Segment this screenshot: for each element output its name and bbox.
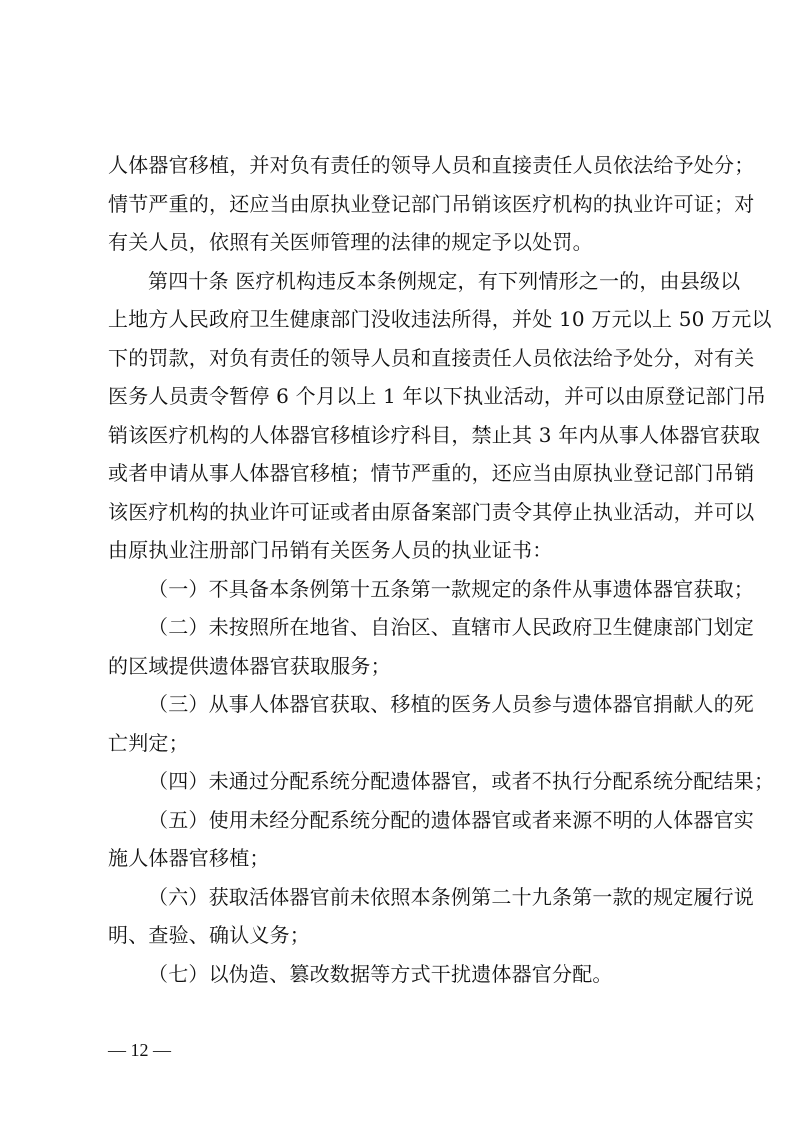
text-line: 由原执业注册部门吊销有关医务人员的执业证书： — [108, 538, 553, 562]
list-item-continuation: 明、查验、确认义务； — [108, 923, 310, 947]
page-number: — 12 — — [108, 1040, 171, 1060]
text-line: 下的罚款，对负有责任的领导人员和直接责任人员依法给予处分，对有关 — [108, 345, 755, 370]
article-40-heading-line: 第四十条 医疗机构违反本条例规定，有下列情形之一的，由县级以 — [148, 268, 741, 293]
text-line: 或者申请从事人体器官移植；情节严重的，还应当由原执业登记部门吊销 — [108, 461, 755, 485]
list-item-continuation: 的区域提供遗体器官获取服务； — [108, 653, 391, 678]
text-line: 上地方人民政府卫生健康部门没收违法所得，并处 10 万元以上 50 万元以 — [108, 307, 772, 331]
list-item: （一）不具备本条例第十五条第一款规定的条件从事遗体器官获取； — [148, 576, 754, 601]
list-item: （二）未按照所在地省、自治区、直辖市人民政府卫生健康部门划定 — [148, 615, 754, 639]
document-body — [108, 146, 775, 993]
list-item: （三）从事人体器官获取、移植的医务人员参与遗体器官捐献人的死 — [148, 692, 754, 716]
text-line: 情节严重的，还应当由原执业登记部门吊销该医疗机构的执业许可证；对 — [108, 191, 755, 216]
list-item: （五）使用未经分配系统分配的遗体器官或者来源不明的人体器官实 — [148, 807, 754, 832]
list-item: （七）以伪造、篡改数据等方式干扰遗体器官分配。 — [148, 961, 613, 986]
list-item: （四）未通过分配系统分配遗体器官，或者不执行分配系统分配结果； — [148, 769, 775, 793]
list-item: （六）获取活体器官前未依照本条例第二十九条第一款的规定履行说 — [148, 884, 754, 909]
text-line: 有关人员，依照有关医师管理的法律的规定予以处罚。 — [108, 230, 593, 254]
text-line: 销该医疗机构的人体器官移植诊疗科目，禁止其 3 年内从事人体器官获取 — [108, 422, 761, 447]
text-line: 该医疗机构的执业许可证或者由原备案部门责令其停止执业活动，并可以 — [108, 499, 755, 524]
text-line: 医务人员责令暂停 6 个月以上 1 年以下执业活动，并可以由原登记部门吊 — [108, 384, 767, 408]
list-item-continuation: 亡判定； — [108, 730, 189, 755]
text-line: 人体器官移植，并对负有责任的领导人员和直接责任人员依法给予处分； — [108, 153, 755, 177]
list-item-continuation: 施人体器官移植； — [108, 846, 270, 870]
